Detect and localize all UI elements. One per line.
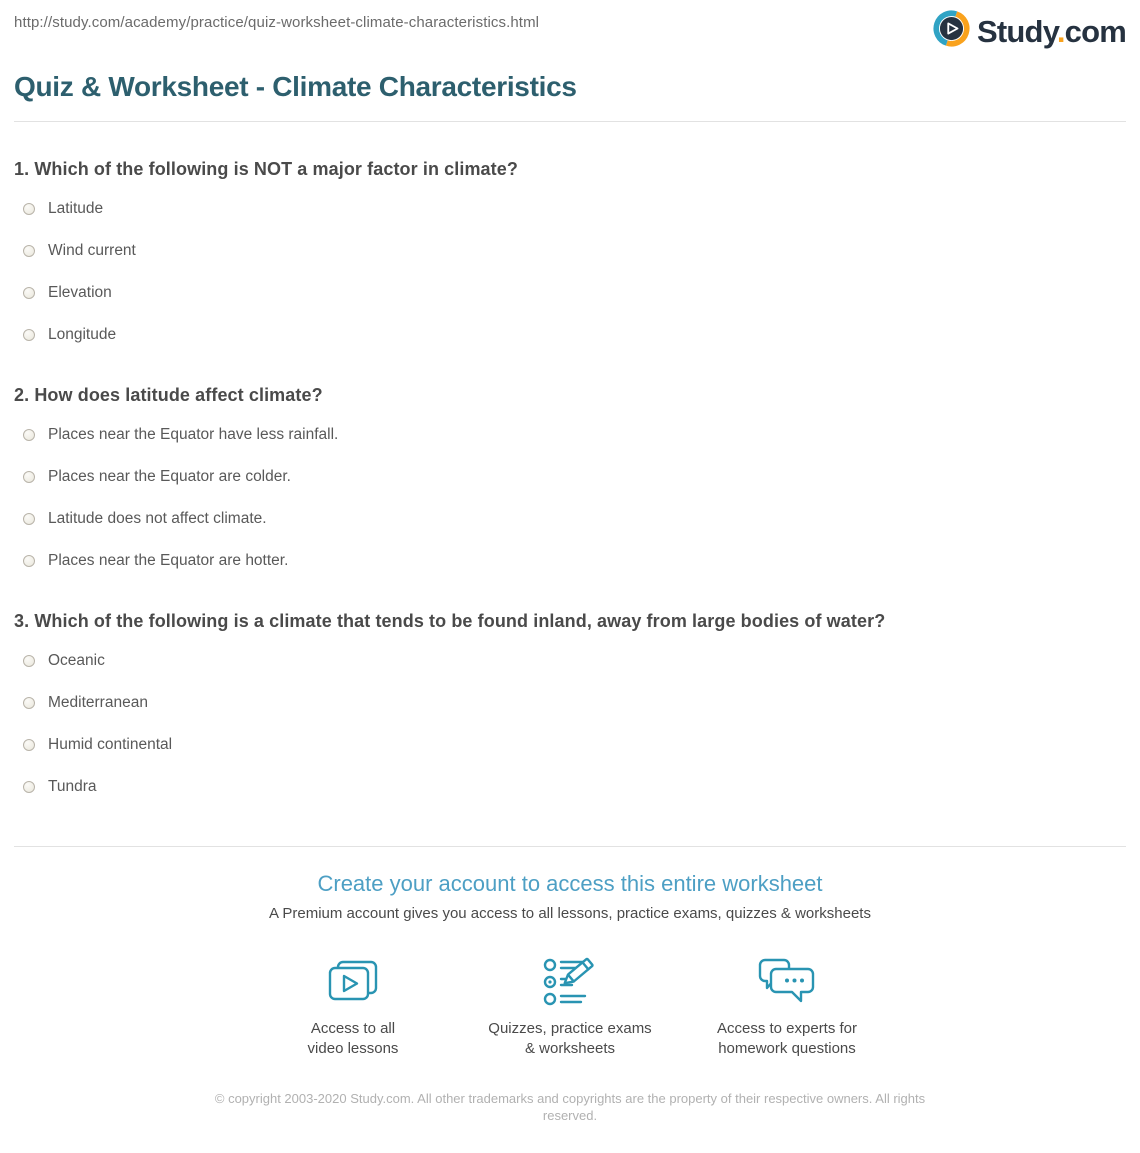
option-label: Oceanic [48,652,105,669]
feature-caption-line: homework questions [718,1040,856,1057]
question-heading [14,610,1126,632]
logo-word-com: com [1064,13,1126,49]
radio-button[interactable] [23,471,35,483]
answer-option[interactable] [14,690,1126,716]
option-label: Places near the Equator are colder. [48,468,291,485]
option-label: Places near the Equator have less rainfall. [48,426,339,443]
radio-button[interactable] [23,655,35,667]
radio-button[interactable] [23,697,35,709]
radio-button[interactable] [23,287,35,299]
signup-divider [14,846,1126,847]
question-heading [14,158,1126,180]
option-label: Mediterranean [48,694,148,711]
radio-button[interactable] [23,739,35,751]
question-text: Which of the following is a climate that tends to be found inland, away from large bodies of water? [34,611,886,631]
question-number: 2. [14,385,30,405]
url-text: http://study.com/academy/practice/quiz-worksheet-climate-characteristics.html [14,14,540,31]
answer-option[interactable] [14,196,1126,222]
answer-option[interactable] [14,548,1126,574]
option-label: Latitude [48,200,104,217]
feature-caption-line: Access to experts for [716,1020,858,1037]
question-text: Which of the following is NOT a major factor in climate? [34,159,518,179]
copyright-line: reserved. [542,1108,598,1123]
option-label: Longitude [48,326,117,343]
feature-homework-experts [679,956,896,1059]
feature-caption-line: & worksheets [524,1040,616,1057]
page-header [14,0,1126,50]
answer-option[interactable] [14,280,1126,306]
feature-caption [308,1019,399,1059]
logo-dot: . [1056,13,1065,49]
answer-option[interactable] [14,732,1126,758]
question-number: 3. [14,611,30,631]
logo-wordmark [977,13,1126,50]
copyright-line: © copyright 2003-2020 Study.com. All other trademarks and copyrights are the property of their respective owners. All rights [214,1091,926,1106]
video-lessons-icon [326,956,380,1010]
answer-option[interactable] [14,648,1126,674]
signup-subtitle: A Premium account gives you access to all lessons, practice exams, quizzes & worksheets [269,905,871,922]
radio-button[interactable] [23,429,35,441]
radio-button[interactable] [23,781,35,793]
feature-caption-line: Access to all [310,1020,396,1037]
answer-option[interactable] [14,464,1126,490]
option-label: Humid continental [48,736,173,753]
quizzes-worksheets-icon [541,956,599,1010]
question-number: 1. [14,159,30,179]
feature-caption-line: video lessons [307,1040,399,1057]
signup-section [14,869,1126,1059]
studycom-logo[interactable] [933,10,1126,52]
radio-button[interactable] [23,555,35,567]
answer-option[interactable] [14,774,1126,800]
option-label: Latitude does not affect climate. [48,510,267,527]
question-3 [14,610,1126,800]
question-1 [14,158,1126,348]
radio-button[interactable] [23,245,35,257]
answer-option[interactable] [14,322,1126,348]
play-circle-logo-icon [933,10,970,52]
signup-title[interactable]: Create your account to access this entire worksheet [317,871,823,896]
title-divider [14,121,1126,122]
answer-option[interactable] [14,422,1126,448]
answer-option[interactable] [14,238,1126,264]
option-label: Places near the Equator are hotter. [48,552,289,569]
question-text: How does latitude affect climate? [34,385,323,405]
option-label: Tundra [48,778,97,795]
page-title: Quiz & Worksheet - Climate Characteristics [14,71,577,102]
option-label: Wind current [48,242,136,259]
question-2 [14,384,1126,574]
answer-option[interactable] [14,506,1126,532]
feature-quizzes-worksheets [462,956,679,1059]
feature-caption-line: Quizzes, practice exams [488,1020,652,1037]
feature-video-lessons [245,956,462,1059]
question-heading [14,384,1126,406]
feature-caption [717,1019,857,1059]
option-label: Elevation [48,284,112,301]
radio-button[interactable] [23,329,35,341]
feature-list [14,956,1126,1059]
homework-experts-icon [755,956,819,1010]
radio-button[interactable] [23,203,35,215]
radio-button[interactable] [23,513,35,525]
logo-word-study: Study [977,13,1057,49]
feature-caption [488,1019,651,1059]
copyright [14,1090,1126,1124]
